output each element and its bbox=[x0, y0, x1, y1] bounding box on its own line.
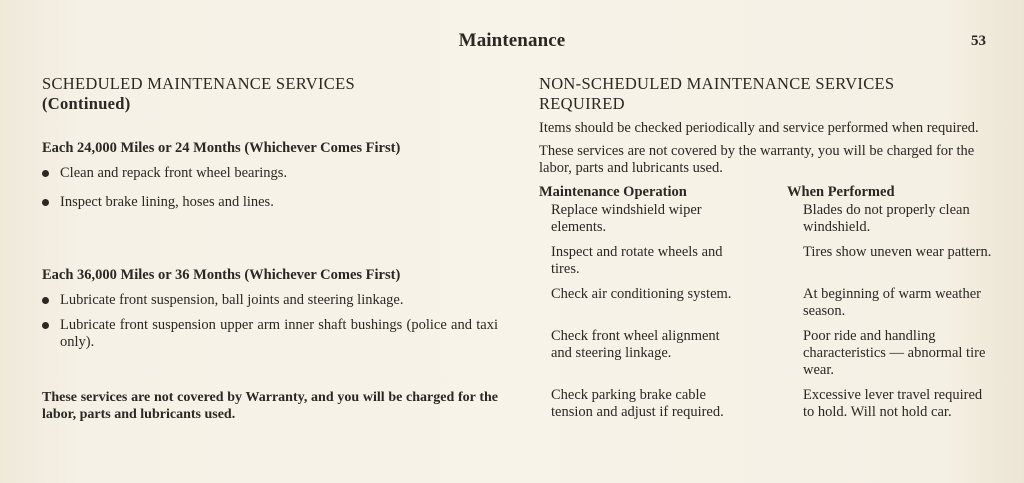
scheduled-services-heading bbox=[42, 74, 498, 114]
operation-cell: Check air conditioning system. bbox=[551, 286, 732, 302]
column-header-operation: Maintenance Operation bbox=[539, 184, 687, 200]
list-item-text: Lubricate front suspension, ball joints and steering linkage. bbox=[60, 292, 404, 308]
intro-paragraph: Items should be checked periodically and service performed when required. bbox=[539, 120, 979, 136]
bullet-icon bbox=[42, 170, 49, 177]
operations-table-header bbox=[539, 184, 997, 202]
list-item-text: Inspect brake lining, hoses and lines. bbox=[60, 194, 274, 210]
operation-cell: Replace windshield wiper elements. bbox=[551, 202, 702, 235]
interval-36000 bbox=[42, 267, 498, 351]
when-cell: Excessive lever travel required to hold. Will not hold car. bbox=[803, 387, 983, 420]
scheduled-services-heading-line1: SCHEDULED MAINTENANCE SERVICES bbox=[42, 74, 355, 93]
non-scheduled-services-heading: NON-SCHEDULED MAINTENANCE SERVICES REQUIRED bbox=[539, 74, 895, 113]
warranty-note: These services are not covered by Warranty, and you will be charged for the labor, parts and lubricants used. bbox=[42, 390, 498, 422]
column-header-when: When Performed bbox=[787, 184, 895, 200]
page-number: 53 bbox=[971, 33, 986, 49]
list-item bbox=[42, 292, 498, 309]
bullet-icon bbox=[42, 322, 49, 329]
operation-cell: Check front wheel alignment and steering linkage. bbox=[551, 328, 720, 361]
when-cell: At beginning of warm weather season. bbox=[803, 286, 981, 319]
warranty-paragraph: These services are not covered by the warranty, you will be charged for the labor, parts and lubricants used. bbox=[539, 143, 975, 176]
list-item-text: Lubricate front suspension upper arm inner shaft bushings (police and taxi only). bbox=[60, 317, 498, 350]
table-row bbox=[539, 202, 997, 244]
left-column bbox=[42, 74, 498, 423]
bullet-icon bbox=[42, 199, 49, 206]
right-column bbox=[539, 74, 997, 439]
operations-table bbox=[539, 202, 997, 439]
list-item bbox=[42, 194, 498, 211]
table-row bbox=[539, 244, 997, 286]
when-cell: Blades do not properly clean windshield. bbox=[803, 202, 970, 235]
operation-cell: Inspect and rotate wheels and tires. bbox=[551, 244, 723, 277]
operation-cell: Check parking brake cable tension and adjust if required. bbox=[551, 387, 724, 420]
table-row bbox=[539, 328, 997, 387]
bullet-icon bbox=[42, 297, 49, 304]
list-item bbox=[42, 317, 498, 351]
list-item-text: Clean and repack front wheel bearings. bbox=[60, 165, 288, 181]
table-row bbox=[539, 387, 997, 439]
page-title: Maintenance bbox=[458, 30, 566, 51]
interval-24000 bbox=[42, 140, 498, 211]
scheduled-services-heading-line2: (Continued) bbox=[42, 94, 131, 113]
table-row bbox=[539, 286, 997, 328]
interval-heading: Each 24,000 Miles or 24 Months (Whichever Comes First) bbox=[42, 140, 401, 156]
interval-list bbox=[42, 165, 498, 211]
list-item bbox=[42, 165, 498, 182]
when-cell: Poor ride and handling characteristics — abnormal tire wear. bbox=[803, 328, 986, 378]
interval-heading: Each 36,000 Miles or 36 Months (Whichever Comes First) bbox=[42, 267, 401, 283]
when-cell: Tires show uneven wear pattern. bbox=[803, 244, 992, 260]
interval-list bbox=[42, 292, 498, 351]
